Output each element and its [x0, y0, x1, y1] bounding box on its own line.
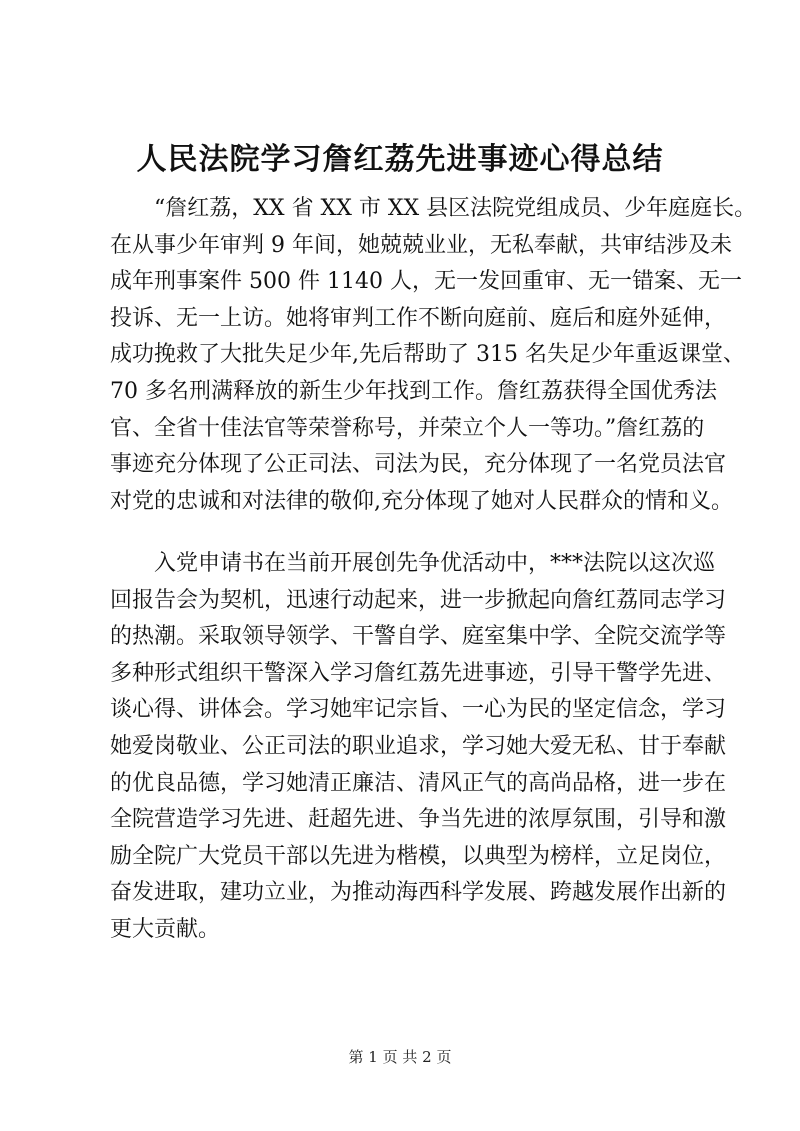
paragraph-line: 她爱岗敬业、公正司法的职业追求，学习她大爱无私、甘于奉献 [110, 733, 727, 759]
paragraph-line: 回报告会为契机，迅速行动起来，进一步掀起向詹红荔同志学习 [110, 587, 727, 613]
paragraph-line: 成年刑事案件 500 件 1140 人，无一发回重审、无一错案、无一 [110, 269, 742, 295]
paragraph-line: 更大贡献。 [110, 916, 221, 942]
paragraph-line: 全院营造学习先进、赶超先进、争当先进的浓厚氛围，引导和激 [110, 807, 727, 833]
paragraph-line: 的热潮。采取领导领学、干警自学、庭室集中学、全院交流学等 [110, 624, 727, 650]
page-footer: 第 1 页 共 2 页 [348, 1048, 452, 1066]
paragraph-line: 投诉、无一上访。她将审判工作不断向庭前、庭后和庭外延伸， [110, 305, 727, 331]
paragraph-line: “詹红荔，XX 省 XX 市 XX 县区法院党组成员、少年庭庭长。 [154, 196, 757, 221]
paragraph-line: 在从事少年审判 9 年间，她兢兢业业，无私奉献，共审结涉及未 [110, 232, 732, 258]
document-title: 人民法院学习詹红荔先进事迹心得总结 [136, 142, 664, 177]
paragraph-1 [110, 191, 757, 520]
paragraph-line: 多种形式组织干警深入学习詹红荔先进事迹，引导干警学先进、 [110, 660, 727, 686]
paragraph-2 [110, 546, 727, 949]
paragraph-line: 事迹充分体现了公正司法、司法为民，充分体现了一名党员法官 [110, 452, 727, 478]
paragraph-line: 官、全省十佳法官等荣誉称号，并荣立个人一等功。”詹红荔的 [110, 415, 705, 441]
paragraph-line: 对党的忠诚和对法律的敬仰,充分体现了她对人民群众的情和义。 [110, 488, 733, 514]
paragraph-line: 谈心得、讲体会。学习她牢记宗旨、一心为民的坚定信念，学习 [110, 697, 727, 723]
paragraph-line: 励全院广大党员干部以先进为楷模，以典型为榜样，立足岗位， [110, 843, 727, 869]
paragraph-line: 的优良品德，学习她清正廉洁、清风正气的高尚品格，进一步在 [110, 770, 727, 796]
paragraph-line: 70 多名刑满释放的新生少年找到工作。詹红荔获得全国优秀法 [110, 378, 717, 404]
paragraph-line: 入党申请书在当前开展创先争优活动中，***法院以这次巡 [154, 551, 716, 576]
paragraph-line: 奋发进取，建功立业，为推动海西科学发展、跨越发展作出新的 [110, 880, 727, 906]
paragraph-line: 成功挽救了大批失足少年,先后帮助了 315 名失足少年重返课堂、 [110, 342, 745, 368]
